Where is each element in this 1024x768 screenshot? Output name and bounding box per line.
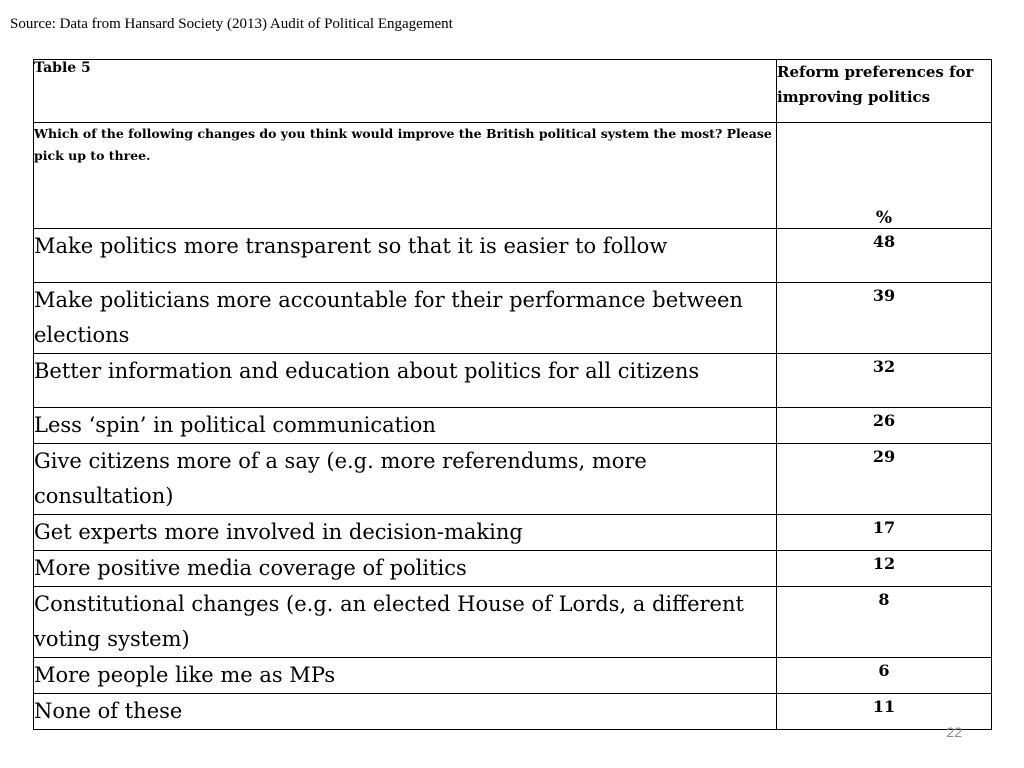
table-row [34,551,992,587]
row-label: More people like me as MPs [34,658,777,694]
table-row [34,694,992,730]
table-row [34,354,992,408]
table-row [34,229,992,283]
row-label: None of these [34,694,777,730]
row-label: Less ‘spin’ in political communication [34,408,777,444]
percent-unit: % [875,208,893,228]
row-label: Better information and education about politics for all citizens [34,354,777,408]
row-value: 12 [777,551,992,587]
row-value: 32 [777,354,992,408]
page-number: 22 [946,724,962,740]
row-value: 6 [777,658,992,694]
row-value: 39 [777,283,992,354]
table-row [34,283,992,354]
table-row [34,515,992,551]
row-value: 17 [777,515,992,551]
survey-question: Which of the following changes do you think would improve the British political system the most? Please pick up to three. [34,123,777,229]
row-value: 11 [777,694,992,730]
table-row [34,587,992,658]
table-title: Table 5 [34,60,777,123]
question-row [34,123,992,229]
row-label: Constitutional changes (e.g. an elected House of Lords, a different voting system) [34,587,777,658]
row-value: 8 [777,587,992,658]
table-row [34,408,992,444]
unit-cell [777,123,992,229]
row-label: Make politicians more accountable for their performance between elections [34,283,777,354]
row-label: Get experts more involved in decision-making [34,515,777,551]
row-value: 48 [777,229,992,283]
row-label: Give citizens more of a say (e.g. more referendums, more consultation) [34,444,777,515]
row-value: 26 [777,408,992,444]
table-header-row [34,60,992,123]
table-row [34,444,992,515]
column-header: Reform preferences for improving politics [777,60,992,123]
row-value: 29 [777,444,992,515]
row-label: More positive media coverage of politics [34,551,777,587]
source-citation: Source: Data from Hansard Society (2013) Audit of Political Engagement [10,16,453,32]
row-label: Make politics more transparent so that it is easier to follow [34,229,777,283]
reform-preferences-table [33,59,992,730]
table-row [34,658,992,694]
